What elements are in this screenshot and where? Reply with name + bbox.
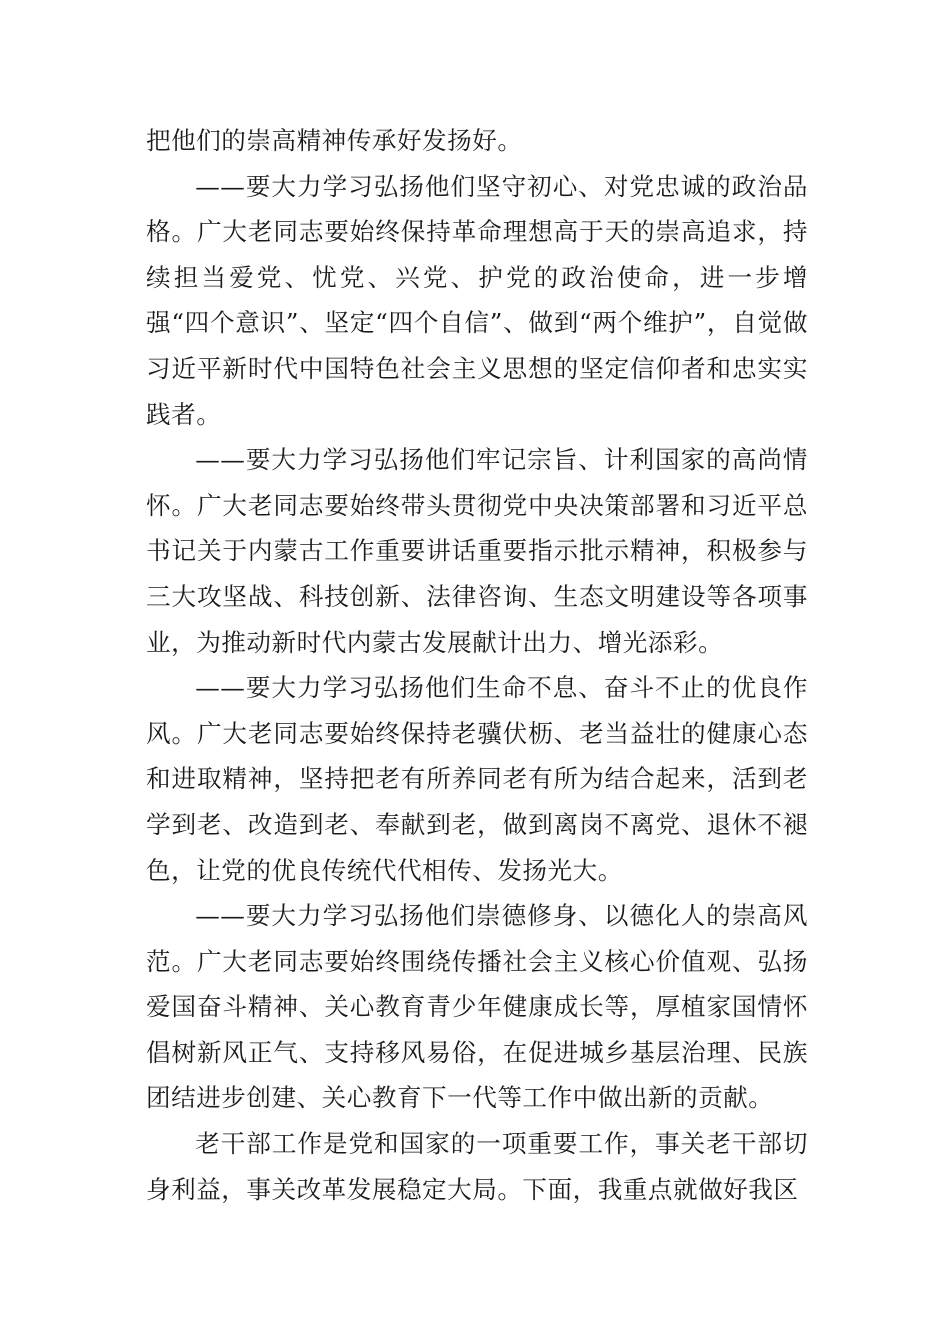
paragraph-noble-sentiment: ——要大力学习弘扬他们牢记宗旨、计利国家的高尚情怀。广大老同志要始终带头贯彻党中央决策部署和习近平总书记关于内蒙古工作重要讲话重要指示批示精神，积极参与三大攻坚战、科技创新、法律咨询、生态文明建设等各项事业，为推动新时代内蒙古发展献计出力、增光添彩。 — [146, 445, 808, 657]
paragraph-noble-demeanor: ——要大力学习弘扬他们崇德修身、以德化人的崇高风范。广大老同志要始终围绕传播社会主义核心价值观、弘扬爱国奋斗精神、关心教育青少年健康成长等，厚植家国情怀倡树新风正气、支持移风易俗，在促进城乡基层治理、民族团结进步创建、关心教育下一代等工作中做出新的贡献。 — [146, 901, 808, 1113]
paragraph-veteran-cadre-work: 老干部工作是党和国家的一项重要工作，事关老干部切身利益，事关改革发展稳定大局。下面，我重点就做好我区 — [146, 1129, 808, 1204]
paragraph-political-character: ——要大力学习弘扬他们坚守初心、对党忠诚的政治品格。广大老同志要始终保持革命理想高于天的崇高追求，持续担当爱党、忧党、兴党、护党的政治使命，进一步增强“四个意识”、坚定“四个自信”、做到“两个维护”，自觉做习近平新时代中国特色社会主义思想的坚定信仰者和忠实实践者。 — [146, 171, 808, 429]
paragraph-fine-style: ——要大力学习弘扬他们生命不息、奋斗不止的优良作风。广大老同志要始终保持老骥伏枥、老当益壮的健康心态和进取精神，坚持把老有所养同老有所为结合起来，活到老学到老、改造到老、奉献到老，做到离岗不离党、退休不褪色，让党的优良传统代代相传、发扬光大。 — [146, 673, 808, 885]
paragraph-continuation: 把他们的崇高精神传承好发扬好。 — [146, 126, 523, 155]
document-body — [146, 118, 808, 1212]
